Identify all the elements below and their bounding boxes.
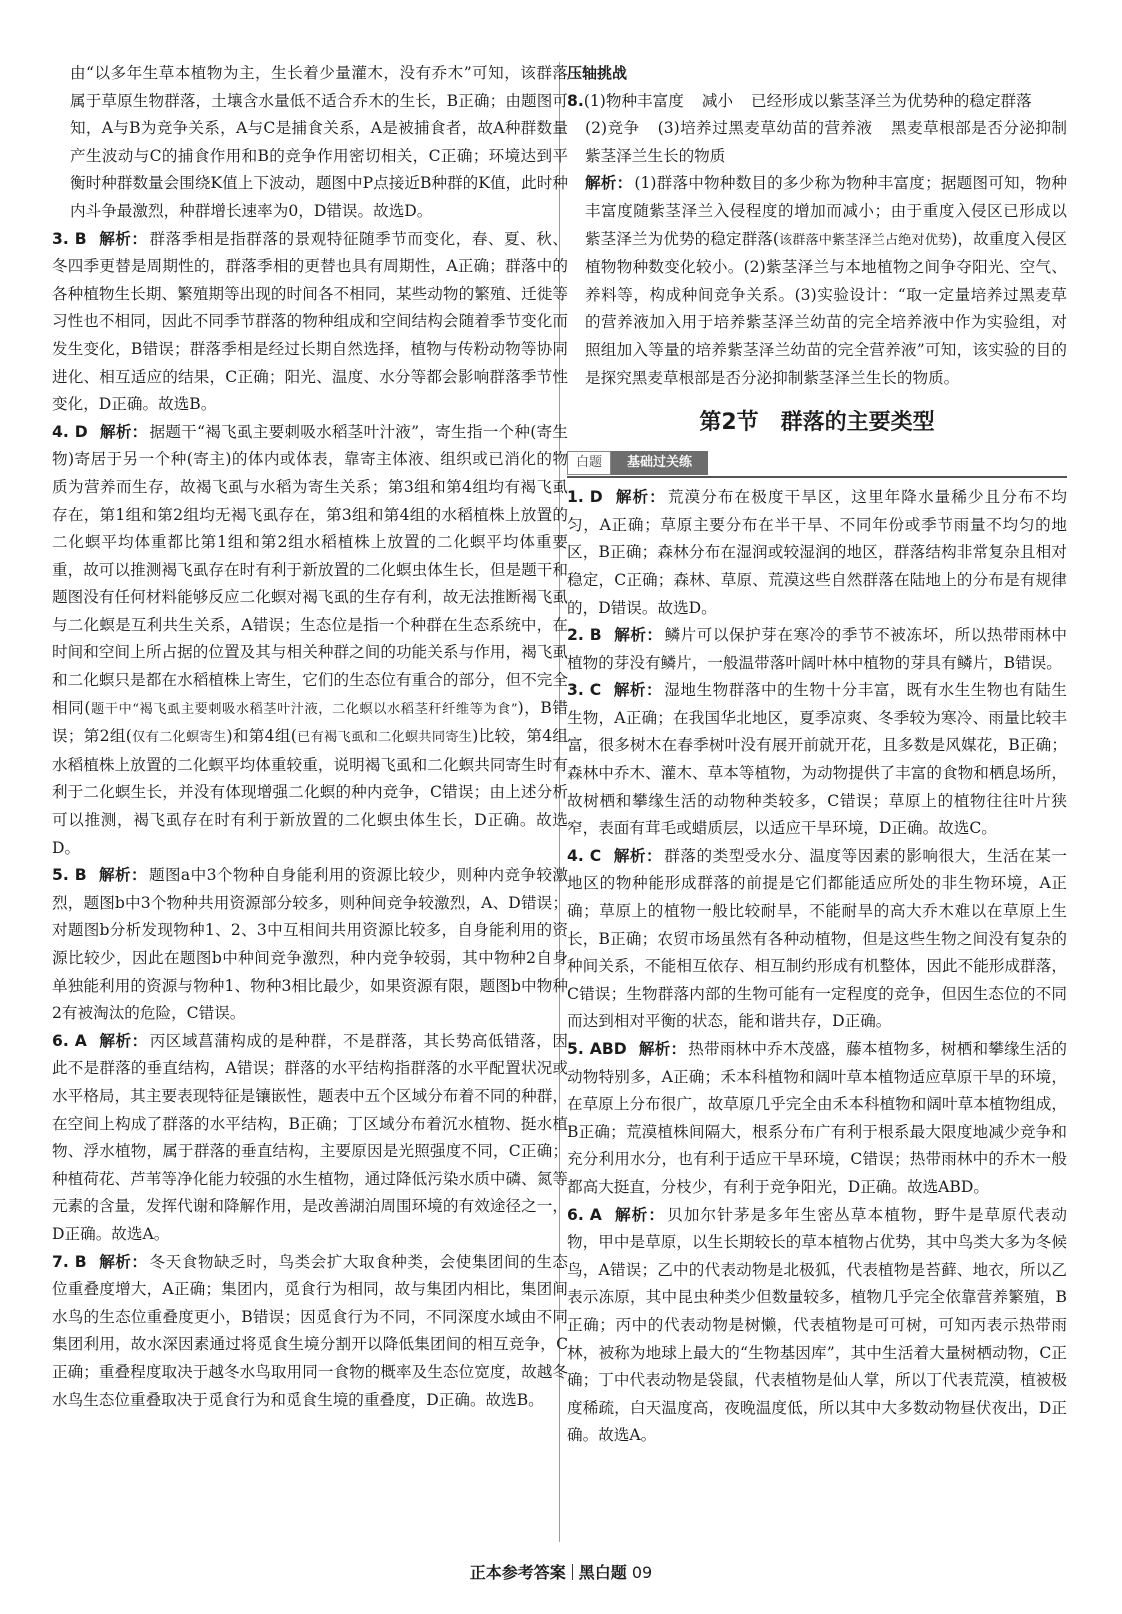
analysis-label: 解析： (613, 846, 663, 865)
answer-key: D (74, 422, 88, 441)
analysis-text: 鳞片可以保护芽在寒冷的季节不被冻坏，所以热带雨林中植物的芽没有鳞片，一般温带落叶阔叶林中植物的芽具有鳞片，B错误。 (567, 626, 1067, 672)
answer-item-8-analysis (567, 170, 1067, 392)
answer-item-7 (52, 1249, 568, 1415)
question-number: 8. (567, 91, 584, 110)
question-number: 4. (52, 422, 69, 441)
analysis-text: )，B错误；第2组( (52, 698, 569, 746)
question-number: 6. (567, 1205, 584, 1224)
question-number: 2. (567, 626, 584, 645)
analysis-note: 题干中“褐飞虱主要刺吸水稻茎叶汁液，二化螟以水稻茎秆纤维等为食” (90, 701, 518, 717)
answer-key: B (74, 1252, 87, 1271)
footer-series-label: 黑白题 (578, 1563, 627, 1582)
analysis-text: 热带雨林中乔木茂盛，藤本植物多，树栖和攀缘生活的动物特别多，A正确；禾本科植物和阔叶草本植物适应草原干旱的环境，在草原上分布很广，故草原几乎完全由禾本科植物和阔叶草本植物组成，B正确；荒漠植株间隔大，根系分布广有利于根系最大限度地减少竞争和充分利用水分，也有利于适应干旱环境，C错误；热带雨林中的乔木一般都高大挺直，分枝少，有利于竞争阳光，D正确。故选ABD。 (567, 1040, 1067, 1196)
exercise-subheader (567, 450, 1067, 478)
question-number: 6. (52, 1031, 69, 1050)
analysis-label: 解析： (98, 229, 148, 248)
analysis-label: 解析： (98, 866, 147, 885)
question-number: 1. (567, 488, 584, 507)
answer-key: A (589, 1205, 602, 1224)
left-column (52, 60, 568, 1414)
analysis-note: 已有褐飞虱和二化螟共同寄生 (296, 730, 473, 746)
white-tag: 白题 (567, 451, 611, 475)
challenge-heading: 压轴挑战 (567, 64, 628, 82)
answer-item-8 (567, 88, 1067, 116)
analysis-note: 仅有二化螟寄生 (131, 730, 227, 746)
analysis-label: 解析： (99, 422, 148, 441)
page-footer (0, 1560, 1122, 1586)
analysis-label: 解析： (613, 1205, 666, 1224)
answer-key: B (74, 229, 87, 248)
footer-book-label: 正本参考答案 (469, 1563, 566, 1582)
answer-item-5 (52, 862, 568, 1028)
question-number: 3. (52, 229, 69, 248)
answer-key: B (74, 866, 87, 885)
answer-part: (2)竞争 (585, 119, 640, 138)
answer-part: (1)物种丰富度 (583, 91, 684, 110)
analysis-label: 解析： (585, 174, 633, 193)
section-answer-3 (567, 677, 1067, 843)
answer-item-6 (52, 1028, 568, 1249)
analysis-text: 湿地生物群落中的生物十分丰富，既有水生生物也有陆生生物，A正确；在我国华北地区，夏季凉爽、冬季较为寒冷、雨量比较丰富，很多树木在春季树叶没有展开前就开花，且多数是风媒花，B正确；森林中乔木、灌木、草本等植物，为动物提供了丰富的食物和栖息场所，故树栖和攀缘生活的动物种类较多，C错误；草原上的植物往往叶片狭窄，表面有茸毛或蜡质层，以适应干旱环境，D正确。故选C。 (567, 681, 1067, 838)
answer-key: D (589, 488, 603, 507)
answer-key: ABD (589, 1040, 627, 1058)
analysis-label: 解析： (613, 626, 663, 645)
analysis-label: 解析： (98, 1252, 148, 1271)
analysis-label: 解析： (614, 488, 666, 507)
answer-key: A (74, 1031, 87, 1050)
analysis-text: 群落的类型受水分、温度等因素的影响很大，生活在某一地区的物种能形成群落的前提是它们都能适应所处的非生物环境，A正确；草原上的植物一般比较耐旱，不能耐旱的高大乔木难以在草原上生长，B正确；农贸市场虽然有各种动植物，但是这些生物之间没有复杂的种间关系，不能相互依存、相互制约形成有机整体，因此不能形成群落，C错误；生物群落内部的生物可能有一定程度的竞争，但因生态位的不同而达到相对平衡的状态，能和谐共存，D正确。 (567, 846, 1067, 1031)
answer-item-3 (52, 226, 568, 419)
section-answer-5 (567, 1036, 1067, 1202)
answer-part: 已经形成以紫茎泽兰为优势种的稳定群落 (751, 91, 1032, 110)
analysis-text: )比较，第4组水稻植株上放置的二化螟平均体重较重，说明褐飞虱和二化螟共同寄生时有利于二化螟生长，并没有体现增强二化螟的种内竞争，C错误；由上述分析可以推测，褐飞虱存在时有利于新放置的二化螟虫体生长，D正确。故选D。 (52, 727, 569, 857)
answer-item-4 (52, 419, 568, 863)
analysis-text: )，故重度入侵区植物物种数变化较小。(2)紫茎泽兰与本地植物之间争夺阳光、空气、养料等，构成种间竞争关系。(3)实验设计：“取一定量培养过黑麦草的营养液加入用于培养紫茎泽兰幼苗的完全培养液中作为实验组，对照组加入等量的培养紫茎泽兰幼苗的完全营养液”可知，该实验的目的是探究黑麦草根部是否分泌抑制紫茎泽兰生长的物质。 (585, 229, 1067, 387)
answer-part: (3)培养过黑麦草幼苗的营养液 (657, 119, 873, 138)
analysis-note: 该群落中紫茎泽兰占绝对优势 (778, 232, 952, 248)
section-title (567, 406, 1067, 440)
analysis-label: 解析： (638, 1040, 687, 1058)
section-answer-4 (567, 843, 1067, 1036)
analysis-text: 冬天食物缺乏时，鸟类会扩大取食种类，会使集团间的生态位重叠度增大，A正确；集团内，觅食行为相同，故与集团内相比，集团间水鸟的生态位重叠度更小，B错误；因觅食行为不同，不同深度水域由不同集团利用，故水深因素通过将觅食生境分割开以降低集团间的相互竞争，C正确；重叠程度取决于越冬水鸟取用同一食物的概率及生态位宽度，故越冬水鸟生态位重叠取决于觅食行为和觅食生境的重叠度，D正确。故选B。 (52, 1252, 568, 1409)
analysis-text: (1)群落中物种数目的多少称为物种丰富度；据题图可知，物种丰富度随紫茎泽兰入侵程度的增加而减小；由于重度入侵区已形成以紫茎泽兰为优势的稳定群落( (585, 174, 1067, 248)
section-answer-2 (567, 622, 1067, 677)
question-number: 3. (567, 681, 584, 700)
exercise-type-tag: 基础过关练 (611, 451, 708, 475)
analysis-label: 解析： (613, 681, 663, 700)
analysis-text: )和第4组( (226, 727, 297, 746)
analysis-text: 题图a中3个物种自身能利用的资源比较少，则种内竞争较激烈，题图b中3个物种共用资源部分较多，则种间竞争较激烈，A、D错误；对题图b分析发现物种1、2、3中互相间共用资源比较多，自身能利用的资源比较少，因此在题图b中种间竞争激烈，种内竞争较弱，其中物种2自身单独能利用的资源与物种1、物种3相比最少，如果资源有限，题图b中物种2有被淘汰的危险，C错误。 (52, 866, 568, 1023)
question-number: 4. (567, 846, 584, 865)
footer-divider (572, 1564, 573, 1580)
section-name: 群落的主要类型 (780, 410, 935, 436)
answer-key: B (589, 626, 602, 645)
question-number: 7. (52, 1252, 69, 1271)
answer-key: C (589, 681, 602, 700)
analysis-text: 据题干“褐飞虱主要刺吸水稻茎叶汁液”，寄生指一个种(寄生物)寄居于另一个种(寄主)的体内或体表，靠寄主体液、组织或已消化的物质为营养而生存，故褐飞虱与水稻为寄生关系；第3组和第4组均有褐飞虱存在，第1组和第2组均无褐飞虱存在，第3组和第4组的水稻植株上放置的二化螟平均体重都比第1组和第2组水稻植株上放置的二化螟平均体重要重，故可以推测褐飞虱存在时有利于新放置的二化螟虫体生长，但是题干和题图没有任何材料能够反应二化螟对褐飞虱的生存有利，故无法推断褐飞虱与二化螟是互利共生关系，A错误；生态位是指一个种群在生态系统中，在时间和空间上所占据的位置及其与相关种群之间的功能关系与作用，褐飞虱和二化螟只是都在水稻植株上寄生，它们的生态位有重合的部分，但不完全相同( (52, 422, 568, 717)
section-answer-1 (567, 484, 1067, 622)
analysis-label: 解析： (98, 1031, 148, 1050)
analysis-text: 荒漠分布在极度干旱区，这里年降水量稀少且分布不均匀，A正确；草原主要分布在半干旱、不同年份或季节雨量不均匀的地区，B正确；森林分布在湿润或较湿润的地区，群落结构非常复杂且相对稳定，C正确；森林、草原、荒漠这些自然群落在陆地上的分布是有规律的，D错误。故选D。 (567, 488, 1067, 617)
answer-part: 减小 (701, 91, 734, 110)
section-answer-6 (567, 1202, 1067, 1450)
question-number: 5. (52, 866, 69, 885)
answer-key: C (589, 846, 602, 865)
right-column (567, 60, 1067, 1450)
analysis-text: 贝加尔针茅是多年生密丛草本植物，野牛是草原代表动物，甲中是草原，以生长期较长的草本植物占优势，其中鸟类大多为冬候鸟，A错误；乙中的代表动物是北极狐，代表植物是苔藓、地衣，所以乙表示冻原，其中昆虫种类少但数量较多，植物几乎完全依靠营养繁殖，B正确；丙中的代表动物是树懒，代表植物是可可树，可知丙表示热带雨林，被称为地球上最大的“生物基因库”，其中生活着大量树栖动物，C正确；丁中代表动物是袋鼠，代表植物是仙人掌，所以丁代表荒漠，植被极度稀疏，白天温度高，夜晚温度低，所以其中大多数动物昼伏夜出，D正确。故选A。 (567, 1205, 1067, 1445)
answer-continuation: 由“以多年生草本植物为主，生长着少量灌木，没有乔木”可知，该群落属于草原生物群落，土壤含水量低不适合乔木的生长，B正确；由题图可知，A与B为竞争关系，A与C是捕食关系，A是被捕食者，故A种群数量产生波动与C的捕食作用和B的竞争作用密切相关，C正确；环境达到平衡时种群数量会围绕K值上下波动，题图中P点接近B种群的K值，此时种内斗争最激烈，种群增长速率为0，D错误。故选D。 (70, 64, 568, 220)
page-number: 09 (631, 1563, 653, 1582)
answer-item-8-parts (567, 115, 1067, 170)
answer-part: 黑麦草根部是否分泌抑制紫茎泽兰生长的物质 (585, 119, 1067, 165)
question-number: 5. (567, 1040, 584, 1058)
section-number: 第2节 (699, 410, 759, 436)
analysis-text: 群落季相是指群落的景观特征随季节而变化，春、夏、秋、冬四季更替是周期性的，群落季相的更替也具有周期性，A正确；群落中的各种植物生长期、繁殖期等出现的时间各不相同，某些动物的繁殖、迁徙等习性也不相同，因此不同季节群落的物种组成和空间结构会随着季节变化而发生变化，B错误；群落季相是经过长期自然选择，植物与传粉动物等协同进化、相互适应的结果，C正确；阳光、温度、水分等都会影响群落季节性变化，D正确。故选B。 (52, 229, 568, 414)
analysis-text: 丙区域菖蒲构成的是种群，不是群落，其长势高低错落，因此不是群落的垂直结构，A错误；群落的水平结构指群落的水平配置状况或水平格局，其主要表现特征是镶嵌性，题表中五个区域分布着不同的种群，在空间上构成了群落的水平结构，B正确；丁区域分布着沉水植物、挺水植物、浮水植物，属于群落的垂直结构，主要原因是光照强度不同，C正确；种植荷花、芦苇等净化能力较强的水生植物，通过降低污染水质中磷、氮等元素的含量，发挥代谢和降解作用，是改善湖泊周围环境的有效途径之一，D正确。故选A。 (52, 1031, 568, 1243)
